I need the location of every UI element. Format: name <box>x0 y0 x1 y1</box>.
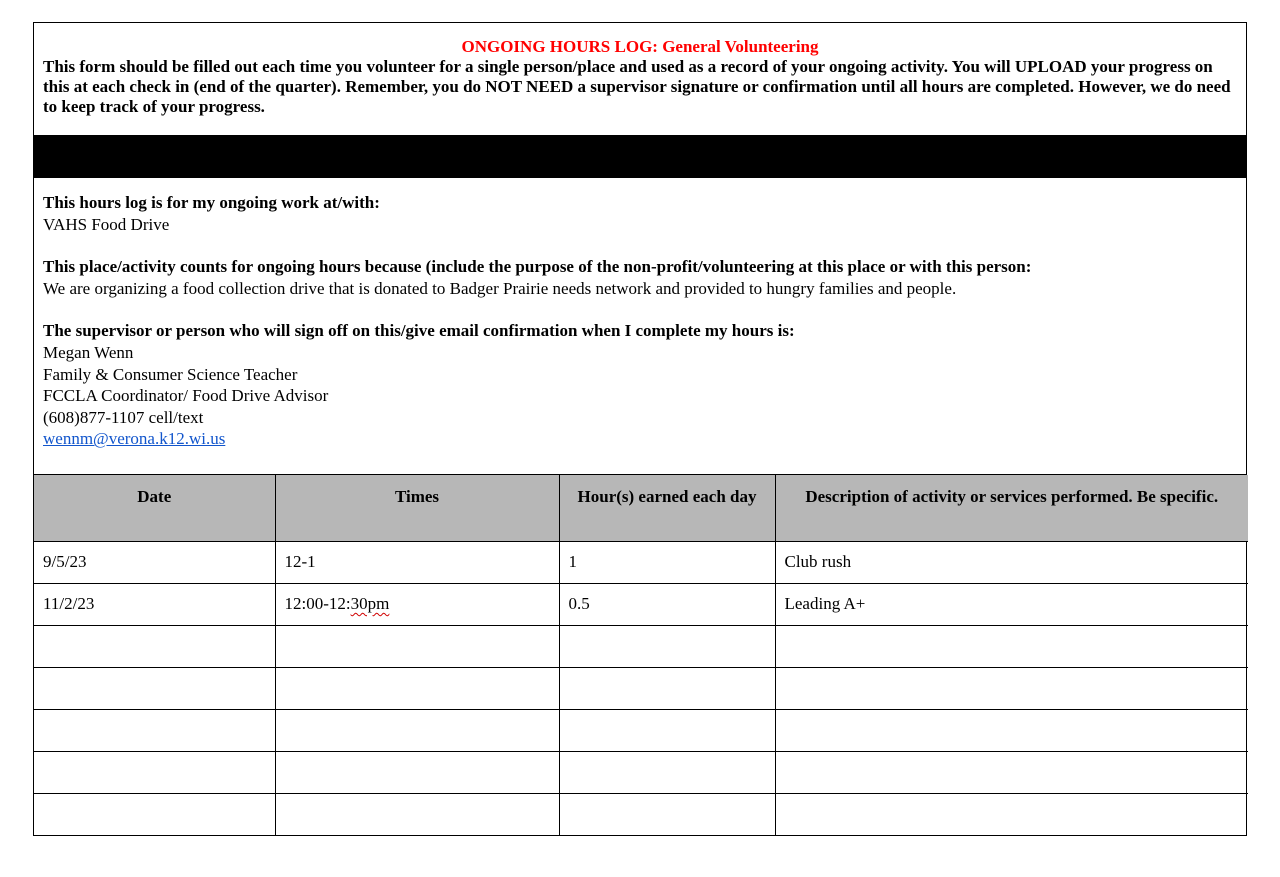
cell-hours[interactable]: 0.5 <box>559 583 775 625</box>
cell-description[interactable] <box>775 751 1248 793</box>
cell-hours[interactable]: 1 <box>559 541 775 583</box>
purpose-question: This place/activity counts for ongoing hours because (include the purpose of the non-profit/volunteering at this place or with this person: <box>43 257 1032 277</box>
table-row <box>34 709 1248 751</box>
cell-description[interactable] <box>775 625 1248 667</box>
table-row <box>34 625 1248 667</box>
cell-date[interactable] <box>34 625 275 667</box>
column-header-hours: Hour(s) earned each day <box>559 475 775 541</box>
table-row <box>34 751 1248 793</box>
cell-date[interactable] <box>34 709 275 751</box>
cell-times[interactable] <box>275 793 559 835</box>
spellcheck-flagged-text: 30pm <box>350 594 390 613</box>
cell-description[interactable]: Club rush <box>775 541 1248 583</box>
cell-description[interactable] <box>775 793 1248 835</box>
table-row <box>34 583 1248 625</box>
place-answer[interactable]: VAHS Food Drive <box>43 214 170 234</box>
cell-times[interactable] <box>275 751 559 793</box>
supervisor-question: The supervisor or person who will sign off on this/give email confirmation when I complete my hours is: <box>43 321 795 341</box>
section-divider-bar <box>34 136 1246 178</box>
cell-times[interactable] <box>275 583 559 625</box>
place-question: This hours log is for my ongoing work at/with: <box>43 193 380 212</box>
cell-description[interactable] <box>775 709 1248 751</box>
cell-times[interactable] <box>275 709 559 751</box>
cell-times[interactable] <box>275 625 559 667</box>
cell-date[interactable] <box>34 751 275 793</box>
table-row <box>34 793 1248 835</box>
cell-date[interactable] <box>34 667 275 709</box>
cell-date[interactable] <box>34 793 275 835</box>
supervisor-name[interactable]: Megan Wenn <box>43 342 134 362</box>
hours-log-table <box>34 475 1248 835</box>
cell-description[interactable]: Leading A+ <box>775 583 1248 625</box>
cell-date[interactable]: 9/5/23 <box>34 541 275 583</box>
form-instructions: This form should be filled out each time you volunteer for a single person/place and used as a record of your ongoing activity. You will UPLOAD your progress on this at each check in (end of the quarter). Remember, you do NOT NEED a supervisor signature or confirmation until all hours are completed. However, we do need to keep track of your progress. <box>43 57 1231 116</box>
times-text: 12:00-12: <box>284 594 351 613</box>
supervisor-role[interactable]: FCCLA Coordinator/ Food Drive Advisor <box>43 386 329 406</box>
supervisor-title[interactable]: Family & Consumer Science Teacher <box>43 364 298 384</box>
cell-description[interactable] <box>775 667 1248 709</box>
cell-times[interactable] <box>275 667 559 709</box>
info-section <box>34 178 1246 475</box>
table-row <box>34 541 1248 583</box>
cell-hours[interactable] <box>559 667 775 709</box>
form-title: ONGOING HOURS LOG: General Volunteering <box>461 37 819 56</box>
cell-hours[interactable] <box>559 709 775 751</box>
purpose-answer[interactable]: We are organizing a food collection drive that is donated to Badger Prairie needs network and provided to hungry families and people. <box>43 278 957 298</box>
column-header-times: Times <box>275 475 559 541</box>
table-row <box>34 667 1248 709</box>
cell-hours[interactable] <box>559 751 775 793</box>
cell-hours[interactable] <box>559 793 775 835</box>
column-header-description: Description of activity or services performed. Be specific. <box>775 475 1248 541</box>
cell-hours[interactable] <box>559 625 775 667</box>
cell-date[interactable]: 11/2/23 <box>34 583 275 625</box>
cell-times[interactable]: 12-1 <box>275 541 559 583</box>
supervisor-phone[interactable]: (608)877-1107 cell/text <box>43 407 204 427</box>
form-header <box>34 23 1246 136</box>
column-header-date: Date <box>34 475 275 541</box>
supervisor-email-link[interactable]: wennm@verona.k12.wi.us <box>43 429 226 449</box>
hours-log-form <box>33 22 1247 836</box>
table-header-row <box>34 475 1248 541</box>
